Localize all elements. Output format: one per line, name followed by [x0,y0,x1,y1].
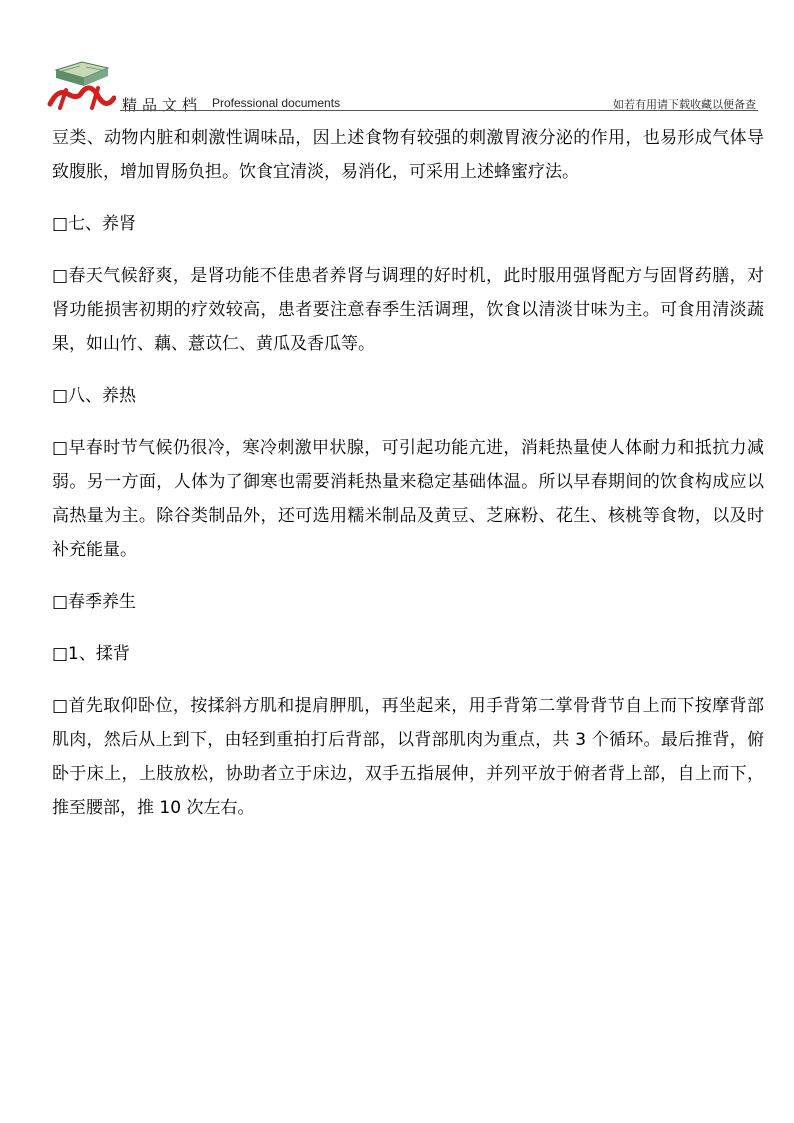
paragraph-4: □首先取仰卧位，按揉斜方肌和提肩胛肌，再坐起来，用手背第二掌骨背节自上而下按摩背部肌肉，然后从上到下，由轻到重拍打后背部，以背部肌肉为重点，共 3 个循环。最后推背，俯卧于床上，上肢放松，协助者立于床边，双手五指展伸，并列平放于俯者背上部，自上而下，推至腰部，推 10 次左右。 [52,696,764,818]
header-divider [120,110,758,111]
page-header [0,0,794,115]
paragraph-1: 豆类、动物内脏和刺激性调味品，因上述食物有较强的刺激胃液分泌的作用，也易形成气体导致腹胀，增加胃肠负担。饮食宜清淡，易消化，可采用上述蜂蜜疗法。 [52,128,764,182]
section-heading-yangre: □八、养热 [52,386,137,406]
subheading-back-massage: □1、揉背 [52,644,130,664]
section-heading-spring-health: □春季养生 [52,592,137,612]
paragraph-3: □早春时节气候仍很冷，寒冷刺激甲状腺，可引起功能亢进，消耗热量使人体耐力和抵抗力减弱。另一方面，人体为了御寒也需要消耗热量来稳定基础体温。所以早春期间的饮食构成应以高热量为主。除谷类制品外，还可选用糯米制品及黄豆、芝麻粉、花生、核桃等食物，以及时补充能量。 [52,438,764,560]
book-logo-icon [46,52,116,112]
header-title: 精品文档 [122,96,203,114]
section-heading-yangshen: □七、养肾 [52,214,137,234]
document-body [52,121,764,825]
header-subtitle: Professional documents [212,96,341,110]
header-note: 如若有用请下载收藏以便备查 [613,98,756,111]
paragraph-2: □春天气候舒爽，是肾功能不佳患者养肾与调理的好时机，此时服用强肾配方与固肾药膳，对肾功能损害初期的疗效较高，患者要注意春季生活调理，饮食以清淡甘味为主。可食用清淡蔬果，如山竹、藕、薏苡仁、黄瓜及香瓜等。 [52,266,764,354]
